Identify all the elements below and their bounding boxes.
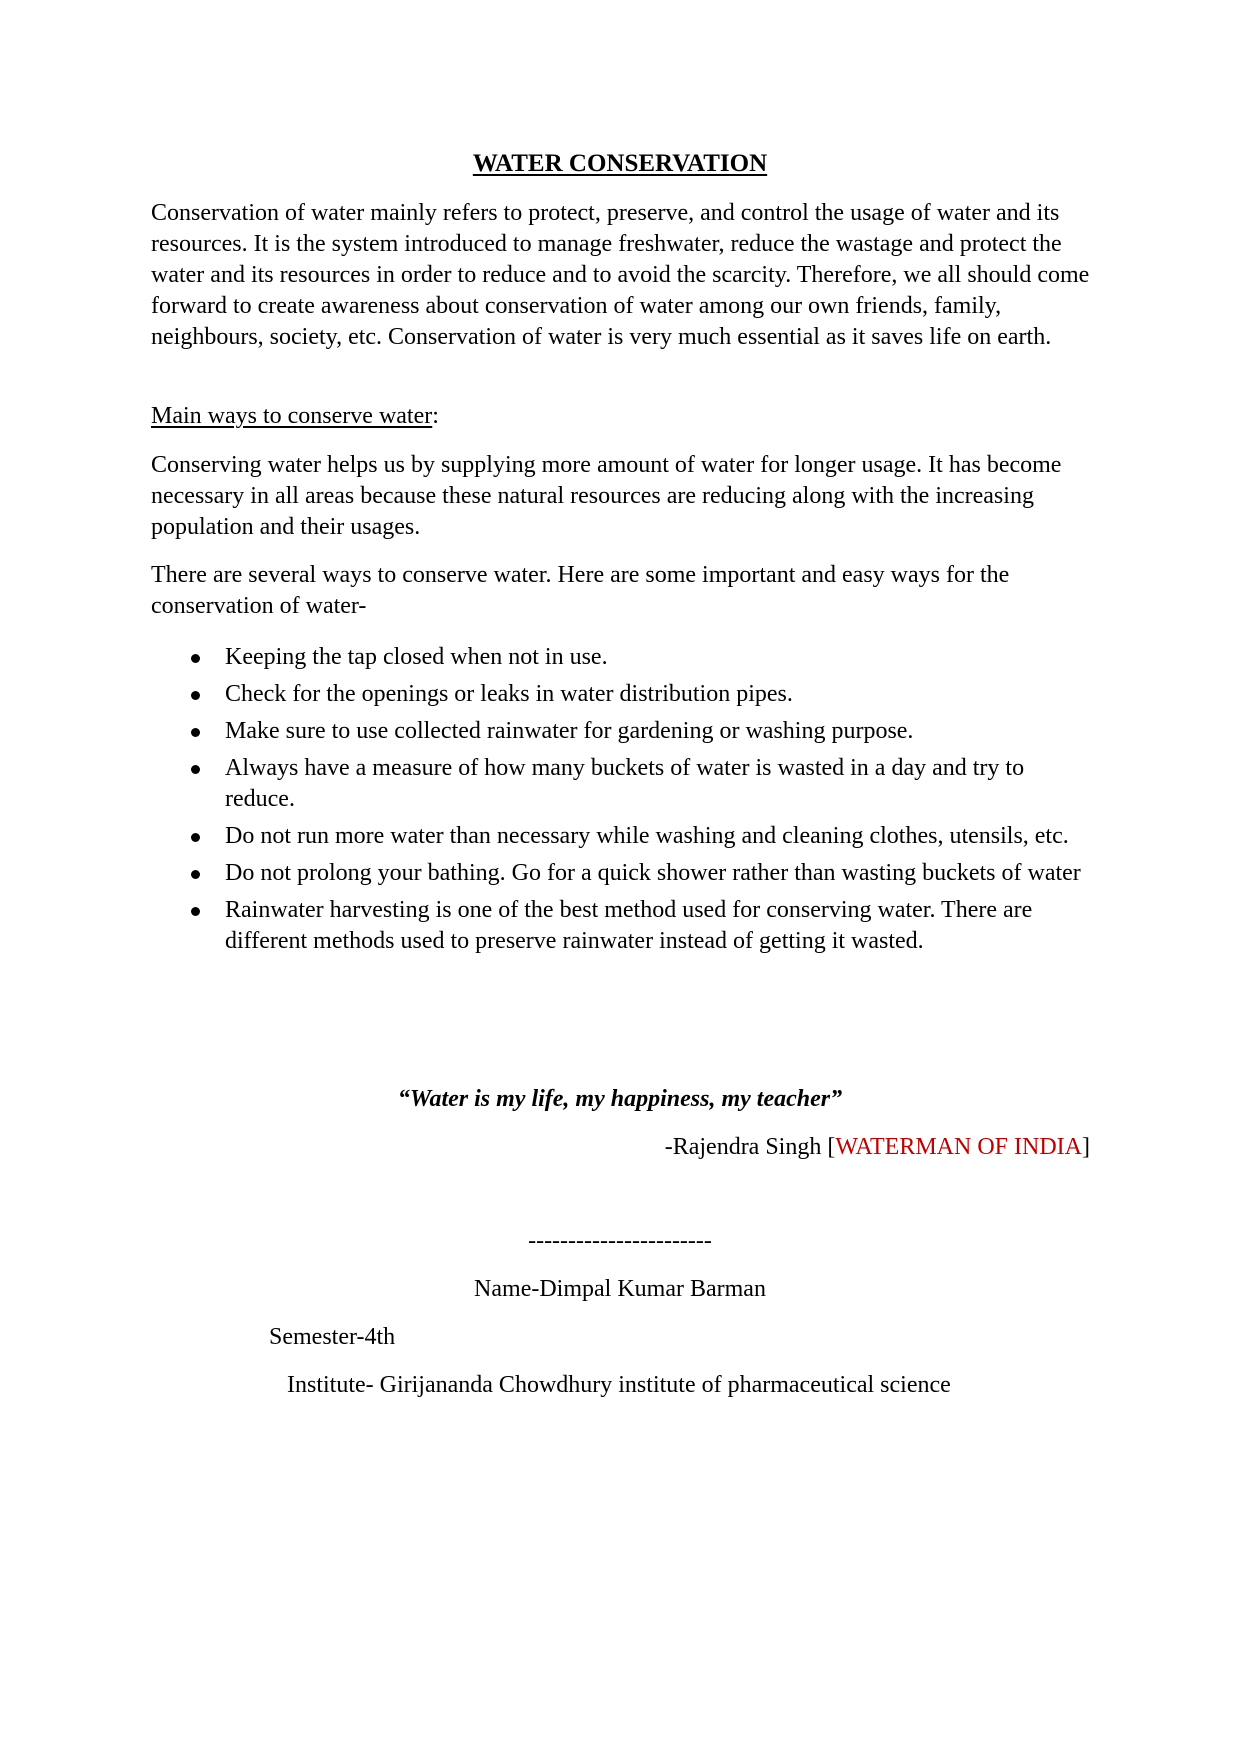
intro-paragraph: Conservation of water mainly refers to protect, preserve, and control the usage of water and its resources. It is the system introduced to manage freshwater, reduce the wastage and protect the water and its resources in order to reduce and to avoid the scarcity. Therefore, we all should come forward to create awareness about conservation of water among our own friends, family, neighbours, society, etc. Conservation of water is very much essential as it saves life on earth. [151,200,1090,350]
paragraph-ways-intro: There are several ways to conserve water. Here are some important and easy ways for the conservation of water- [151,562,1010,619]
bullet-icon [191,691,200,700]
author-institute: Institute- Girijananda Chowdhury institute of pharmaceutical science [287,1372,951,1398]
list-item [191,821,1091,852]
list-item [191,895,1091,957]
bullet-icon [191,765,200,774]
bullet-icon [191,833,200,842]
attribution-name: -Rajendra Singh [ [664,1134,836,1160]
document-title [0,148,1240,180]
attribution-title: WATERMAN OF INDIA [835,1134,1082,1160]
list-item [191,858,1091,889]
list-item-text: Do not run more water than necessary while washing and cleaning clothes, utensils, etc. [225,823,1069,849]
attribution-bracket-close: ] [1082,1134,1090,1160]
list-item-text: Keeping the tap closed when not in use. [225,644,608,670]
author-name: Name-Dimpal Kumar Barman [474,1276,766,1302]
list-item [191,716,1091,747]
list-item [191,679,1091,710]
bullet-icon [191,654,200,663]
author-semester: Semester-4th [269,1324,396,1350]
document-title-text: WATER CONSERVATION [472,150,768,177]
list-item [191,642,1091,673]
bullet-icon [191,870,200,879]
subheading-text: Main ways to conserve water [151,403,433,429]
list-item-text: Do not prolong your bathing. Go for a quick shower rather than wasting buckets of water [225,860,1081,886]
list-item [191,753,1091,815]
list-item-text: Always have a measure of how many buckets of water is wasted in a day and try to reduce. [225,755,1025,812]
list-item-text: Check for the openings or leaks in water distribution pipes. [225,681,793,707]
quote: “Water is my life, my happiness, my teacher” [397,1086,843,1112]
paragraph-benefits: Conserving water helps us by supplying more amount of water for longer usage. It has become necessary in all areas because these natural resources are reducing along with the increasing population and their usages. [151,452,1062,540]
subheading-colon: : [432,403,439,429]
list-item-text: Make sure to use collected rainwater for gardening or washing purpose. [225,718,914,744]
bullet-icon [191,728,200,737]
divider-line: ----------------------- [528,1228,712,1254]
conservation-tips-list [191,642,1091,963]
bullet-icon [191,907,200,916]
section-subheading [151,401,1091,432]
quote-attribution [665,1131,1090,1163]
list-item-text: Rainwater harvesting is one of the best method used for conserving water. There are different methods used to preserve rainwater instead of getting it wasted. [225,897,1033,954]
